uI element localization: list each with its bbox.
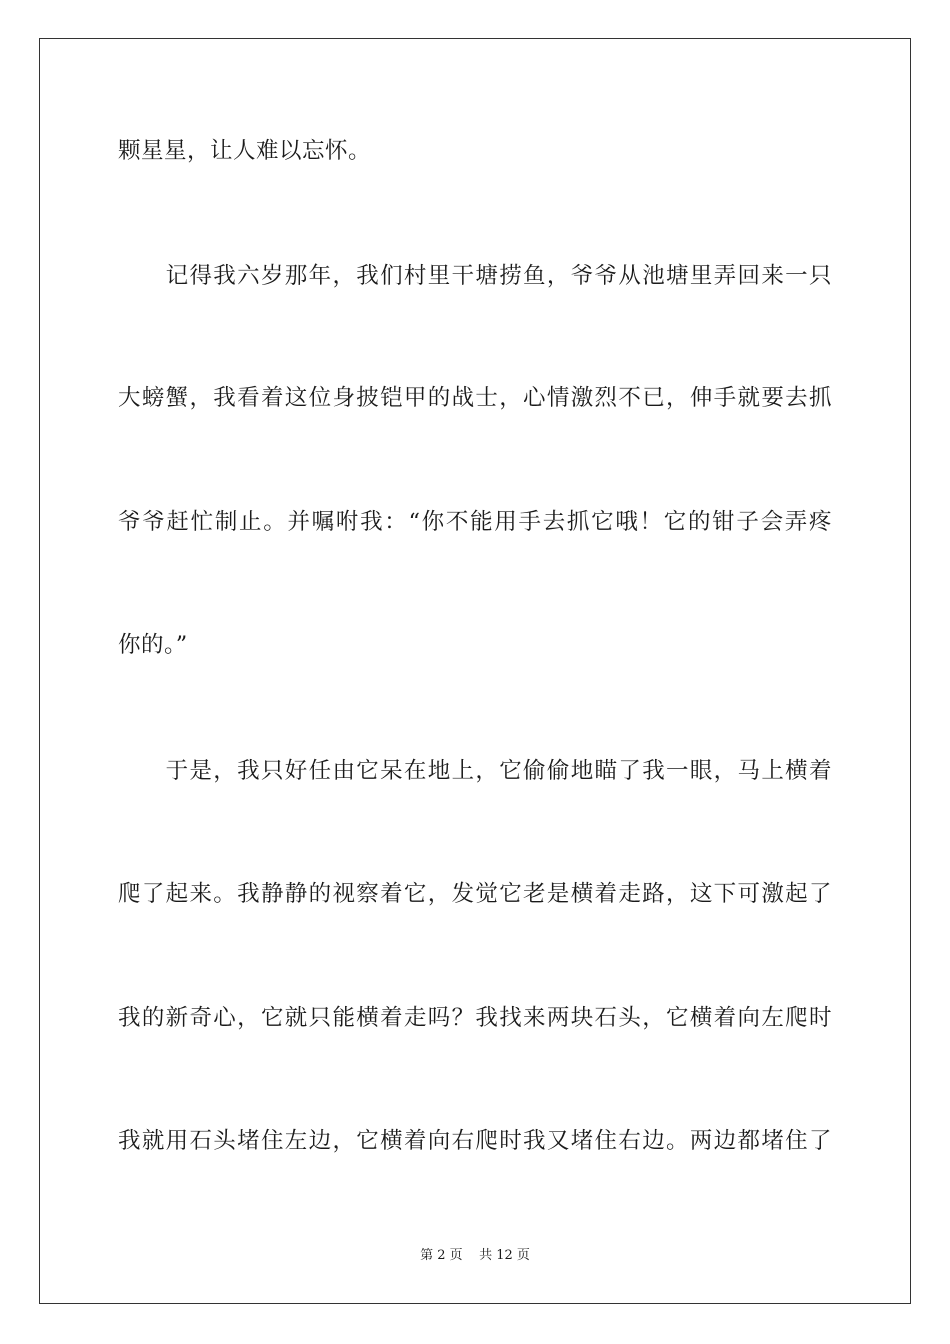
text-line-2: 记得我六岁那年，我们村里干塘捞鱼，爷爷从池塘里弄回来一只 — [118, 263, 832, 289]
page-number-footer: 第 2 页 共 12 页 — [420, 1248, 530, 1263]
text-line-4: 爷爷赶忙制止。并嘱咐我：“你不能用手去抓它哦！它的钳子会弄疼 — [118, 509, 832, 535]
text-line-7: 爬了起来。我静静的视察着它，发觉它老是横着走路，这下可激起了 — [118, 881, 832, 907]
text-line-3: 大螃蟹，我看着这位身披铠甲的战士，心情激烈不已，伸手就要去抓 — [118, 385, 832, 411]
text-line-8: 我的新奇心，它就只能横着走吗？我找来两块石头，它横着向左爬时 — [118, 1005, 832, 1031]
text-line-9: 我就用石头堵住左边，它横着向右爬时我又堵住右边。两边都堵住了 — [118, 1128, 832, 1154]
text-line-1: 颗星星，让人难以忘怀。 — [118, 138, 372, 164]
text-line-6: 于是，我只好任由它呆在地上，它偷偷地瞄了我一眼，马上横着 — [118, 758, 832, 784]
text-line-5: 你的。” — [118, 632, 188, 658]
page-border — [39, 38, 911, 1304]
